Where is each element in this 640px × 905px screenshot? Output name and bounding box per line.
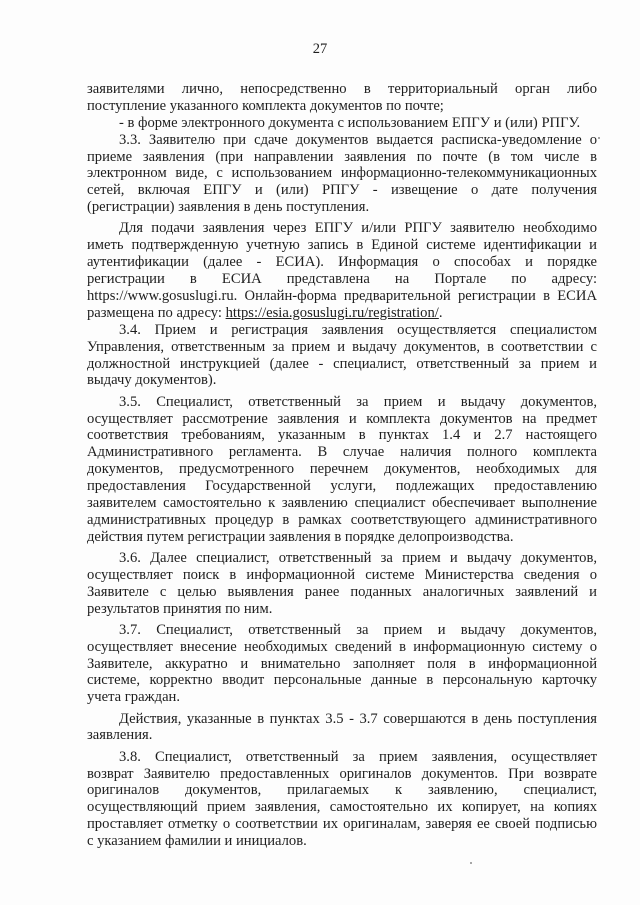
text-line: 3.3. Заявителю при сдаче документов выдается расписка-уведомление о [119,131,597,148]
text-line: иметь подтвержденную учетную запись в Единой системе идентификации и [87,237,597,254]
text-line: заявителями лично, непосредственно в территориальный орган либо [87,81,597,97]
text-line: административных процедур в рамках соответствующего административного [87,511,597,528]
text-line: Заявителе с целью выявления ранее поданных аналогичных заявлений и [87,583,597,600]
text-line: размещена по адресу: https://esia.gosuslugi.ru/registration/. [87,304,443,321]
document-body [87,81,597,850]
paragraph-3-7 [87,622,597,706]
text-line: возврат Заявителю предоставленных оригиналов документов. При возврате [87,765,597,782]
paragraph-esia-registration [87,220,597,321]
paragraph-continuation [87,81,597,115]
paragraph-3-6 [87,550,597,618]
text-line: должностной инструкцией (далее - специалист, ответственный за прием и [87,355,597,372]
text-line: проставляет отметку о соответствии их оригиналам, заверяя ее своей подписью [87,816,597,833]
paragraph-3-8 [87,749,597,850]
text-line: (регистрации) заявления в день поступления. [87,199,370,216]
paragraph-3-3 [87,132,597,216]
list-item-electronic-form [87,115,597,132]
text-line: оригиналов документов, прилагаемых к заявлению, специалист, [87,782,597,799]
text-line: https://www.gosuslugi.ru. Онлайн-форма предварительной регистрации в ЕСИА [87,287,597,304]
text-line: предоставления Государственной услуги, подлежащих предоставлению [87,478,597,495]
scan-speck [598,137,600,139]
text-line: 3.5. Специалист, ответственный за прием и выдачу документов, [119,393,597,410]
text-line: осуществляет внесение необходимых сведений в информационную систему о [87,638,597,655]
text-line: поступление указанного комплекта документов по почте; [87,97,444,114]
text-line: Заявителе, аккуратно и внимательно заполняет поля в информационной [87,655,597,672]
text-line: регистрации в ЕСИА представлена на Портале по адресу: [87,271,597,288]
text-line: осуществляющий прием заявления, самостоятельно их копирует, на копиях [87,799,597,816]
text-line: 3.7. Специалист, ответственный за прием и выдачу документов, [119,621,597,638]
text-line: 3.6. Далее специалист, ответственный за прием и выдачу документов, [119,549,597,566]
text-line: с указанием фамилии и инициалов. [87,833,307,850]
text-line: электронном виде, с использованием информационно-телекоммуникационных [87,165,597,182]
text-line: заявителем самостоятельно к заявлению специалист обеспечивает выполнение [87,494,597,511]
text-line: соответствия требованиям, указанным в пунктах 1.4 и 2.7 настоящего [87,427,597,444]
text-line: системе, корректно вводит персональные данные в персональную карточку [87,672,597,689]
paragraph-3-4 [87,322,597,390]
text-line: приеме заявления (при направлении заявления по почте (в том числе в [87,148,597,165]
text-line: документов, предусмотренного перечнем документов, необходимых для [87,461,597,478]
text-line-lead: размещена по адресу: [87,304,222,321]
text-line: Для подачи заявления через ЕПГУ и/или РПГУ заявителю необходимо [119,220,597,237]
text-line: Административного регламента. В случае наличия полного комплекта [87,444,597,461]
text-line: осуществляет поиск в информационной системе Министерства сведения о [87,566,597,583]
paragraph-actions-note [87,711,597,745]
text-line: учета граждан. [87,689,180,706]
scan-speck [470,862,472,864]
text-line: Действия, указанные в пунктах 3.5 - 3.7 совершаются в день поступления [119,710,597,727]
text-line: аутентификации (далее - ЕСИА). Информация о способах и порядке [87,254,597,271]
page-number: 27 [312,41,328,57]
text-line: выдачу документов). [87,372,217,389]
text-line: 3.4. Прием и регистрация заявления осуществляется специалистом [119,321,597,338]
paragraph-3-5 [87,394,597,546]
text-line: 3.8. Специалист, ответственный за прием заявления, осуществляет [119,748,597,765]
text-line: - в форме электронного документа с использованием ЕПГУ и (или) РПГУ. [119,114,581,131]
text-line: осуществляет рассмотрение заявления и комплекта документов на предмет [87,410,597,427]
text-line: Управления, ответственным за прием и выдачу документов, в соответствии с [87,338,597,355]
text-line: результатов принятия по ним. [87,600,273,617]
text-line: заявления. [87,727,153,744]
text-line: сетей, включая ЕПГУ и (или) РПГУ - извещение о дате получения [87,182,597,199]
esia-registration-link[interactable]: https://esia.gosuslugi.ru/registration/ [225,304,439,321]
text-line: действия путем регистрации заявления в порядке делопроизводства. [87,528,514,545]
